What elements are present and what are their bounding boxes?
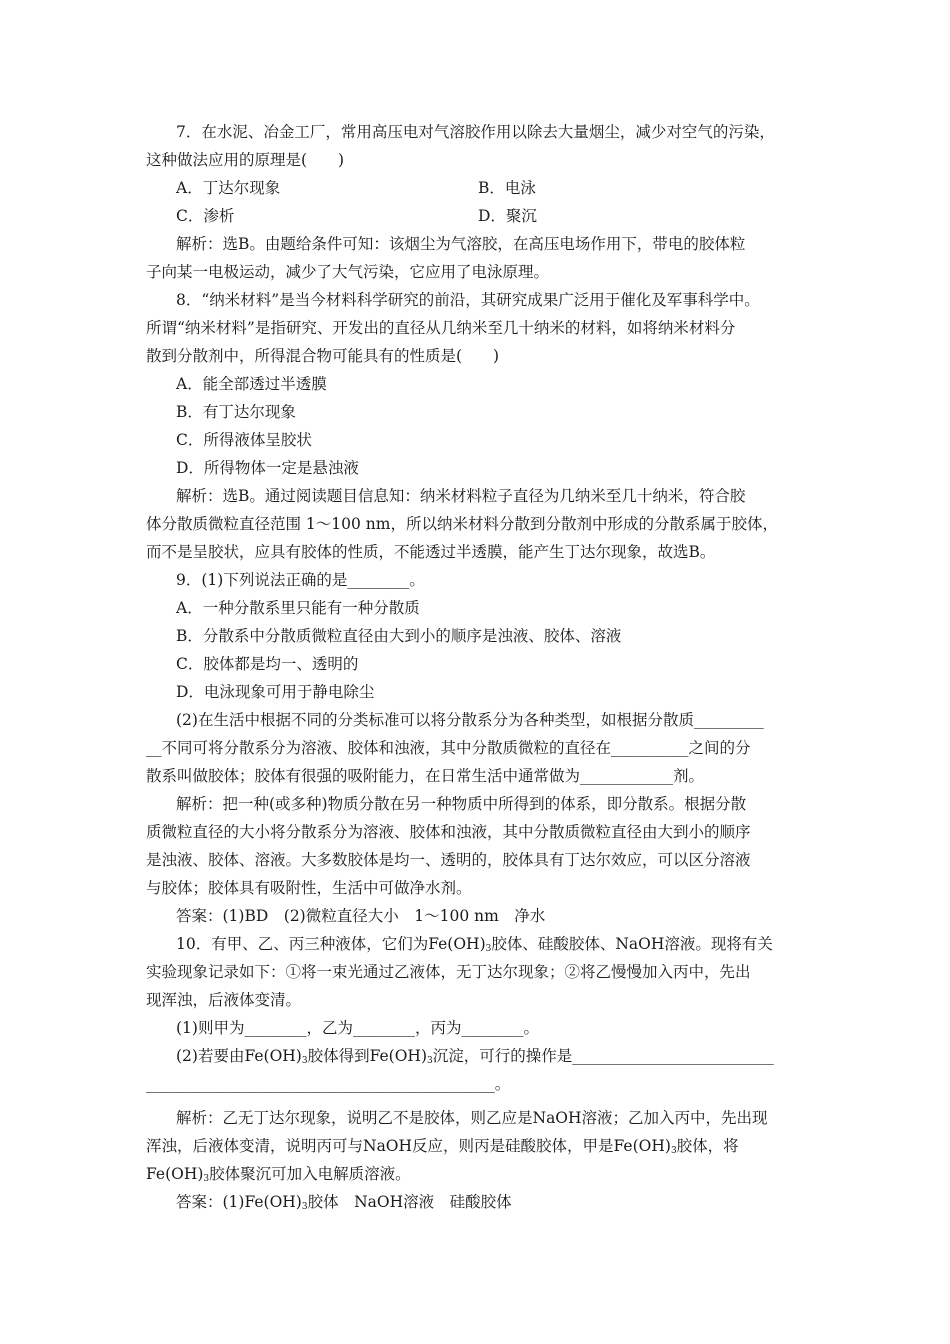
q10-part2-text-b: 胶体得到Fe(OH): [307, 1047, 427, 1065]
q10-stem-line1-subscript: 3: [485, 944, 492, 954]
q8-option-a: A．能全部透过半透膜: [176, 375, 327, 393]
q10-answer: [176, 1188, 512, 1216]
q10-part2-line1: [176, 1042, 774, 1070]
q10-answer-text-a: 答案：(1)Fe(OH): [176, 1193, 302, 1211]
q10-analysis-line1: 解析：乙无丁达尔现象，说明乙不是胶体，则乙应是NaOH溶液；乙加入丙中，先出现: [176, 1109, 768, 1127]
q10-analysis-line2-subscript: 3: [670, 1146, 677, 1156]
q9-part2-line3: 散系叫做胶体；胶体有很强的吸附能力，在日常生活中通常做为____________剂。: [146, 767, 705, 785]
q10-analysis-line3-text-b: 胶体聚沉可加入电解质溶液。: [209, 1165, 411, 1183]
q10-analysis-line2-text-a: 浑浊，后液体变清，说明丙可与NaOH反应，则丙是硅酸胶体，甲是Fe(OH): [146, 1137, 671, 1155]
q7-analysis-line2: 子向某一电极运动，减少了大气污染，它应用了电泳原理。: [146, 263, 550, 281]
q8-analysis-line3: 而不是呈胶状，应具有胶体的性质，不能透过半透膜，能产生丁达尔现象，故选B。: [146, 543, 716, 561]
q10-analysis-line3-subscript: 3: [203, 1174, 210, 1184]
q10-stem-line1-text-a: 10．有甲、乙、丙三种液体，它们为Fe(OH): [176, 935, 486, 953]
q8-option-d: D．所得物体一定是悬浊液: [176, 459, 359, 477]
q8-stem-line1: 8．“纳米材料”是当今材料科学研究的前沿，其研究成果广泛用于催化及军事科学中。: [176, 291, 760, 309]
q7-stem-line2: 这种做法应用的原理是( ): [146, 151, 345, 169]
q9-answer: 答案：(1)BD (2)微粒直径大小 1～100 nm 净水: [176, 907, 546, 925]
q8-option-c: C．所得液体呈胶状: [176, 431, 312, 449]
q10-part2-subscript-1: 3: [301, 1056, 308, 1066]
q8-option-b: B．有丁达尔现象: [176, 403, 296, 421]
q10-part2-text-c: 沉淀，可行的操作是__________________________: [432, 1047, 774, 1065]
q7-options-row2: [176, 202, 776, 230]
q10-part2-line2: _____________________________________________。: [146, 1075, 511, 1093]
q9-option-d: D．电泳现象可用于静电除尘: [176, 683, 375, 701]
q10-stem-line3: 现浑浊，后液体变清。: [146, 991, 302, 1009]
q8-stem-line2: 所谓“纳米材料”是指研究、开发出的直径从几纳米至几十纳米的材料，如将纳米材料分: [146, 319, 736, 337]
q8-analysis-line2: 体分散质微粒直径范围 1～100 nm，所以纳米材料分散到分散剂中形成的分散系属于胶体，: [146, 515, 778, 533]
q8-stem-line3: 散到分散剂中，所得混合物可能具有的性质是( ): [146, 347, 500, 365]
q9-option-a: A．一种分散系里只能有一种分散质: [176, 599, 420, 617]
q9-option-b: B．分散系中分散质微粒直径由大到小的顺序是浊液、胶体、溶液: [176, 627, 622, 645]
q9-option-c: C．胶体都是均一、透明的: [176, 655, 359, 673]
q10-part2-text-a: (2)若要由Fe(OH): [176, 1047, 302, 1065]
q10-part1: (1)则甲为________，乙为________，丙为________。: [176, 1019, 539, 1037]
q10-analysis-line3: [146, 1160, 411, 1188]
q7-option-b: B．电泳: [478, 179, 536, 197]
q10-answer-subscript: 3: [301, 1202, 308, 1212]
q9-analysis-line2: 质微粒直径的大小将分散系分为溶液、胶体和浊液，其中分散质微粒直径由大到小的顺序: [146, 823, 751, 841]
q10-analysis-line2: [146, 1132, 739, 1160]
q9-analysis-line4: 与胶体；胶体具有吸附性，生活中可做净水剂。: [146, 879, 472, 897]
q10-part2-subscript-2: 3: [427, 1056, 433, 1066]
q9-analysis-line1: 解析：把一种(或多种)物质分散在另一种物质中所得到的体系，即分散系。根据分散: [176, 795, 747, 813]
q9-part2-line2: __不同可将分散系分为溶液、胶体和浊液，其中分散质微粒的直径在__________之间的分: [146, 739, 751, 757]
q10-answer-text-b: 胶体 NaOH溶液 硅酸胶体: [307, 1193, 512, 1211]
q9-analysis-line3: 是浊液、胶体、溶液。大多数胶体是均一、透明的，胶体具有丁达尔效应，可以区分溶液: [146, 851, 751, 869]
q7-analysis-line1: 解析：选B。由题给条件可知：该烟尘为气溶胶，在高压电场作用下，带电的胶体粒: [176, 235, 746, 253]
q7-option-a: A．丁达尔现象: [176, 179, 281, 197]
q10-stem-line1: [176, 930, 773, 958]
q10-stem-line2: 实验现象记录如下：①将一束光通过乙液体，无丁达尔现象；②将乙慢慢加入丙中，先出: [146, 963, 751, 981]
q7-option-c: C．渗析: [176, 207, 235, 225]
q10-stem-line1-text-b: 胶体、硅酸胶体、NaOH溶液。现将有关: [491, 935, 773, 953]
q7-options-row1: [176, 174, 776, 202]
q8-analysis-line1: 解析：选B。通过阅读题目信息知：纳米材料粒子直径为几纳米至几十纳米，符合胶: [176, 487, 746, 505]
q7-option-d: D．聚沉: [478, 207, 537, 225]
q10-analysis-line3-text-a: Fe(OH): [146, 1165, 204, 1183]
q10-analysis-line2-text-b: 胶体，将: [676, 1137, 739, 1155]
q7-stem-line1: 7．在水泥、冶金工厂，常用高压电对气溶胶作用以除去大量烟尘，减少对空气的污染，: [176, 123, 775, 141]
q9-part1-stem: 9．(1)下列说法正确的是________。: [176, 571, 425, 589]
q9-part2-line1: (2)在生活中根据不同的分类标准可以将分散系分为各种类型，如根据分散质_________: [176, 711, 764, 729]
